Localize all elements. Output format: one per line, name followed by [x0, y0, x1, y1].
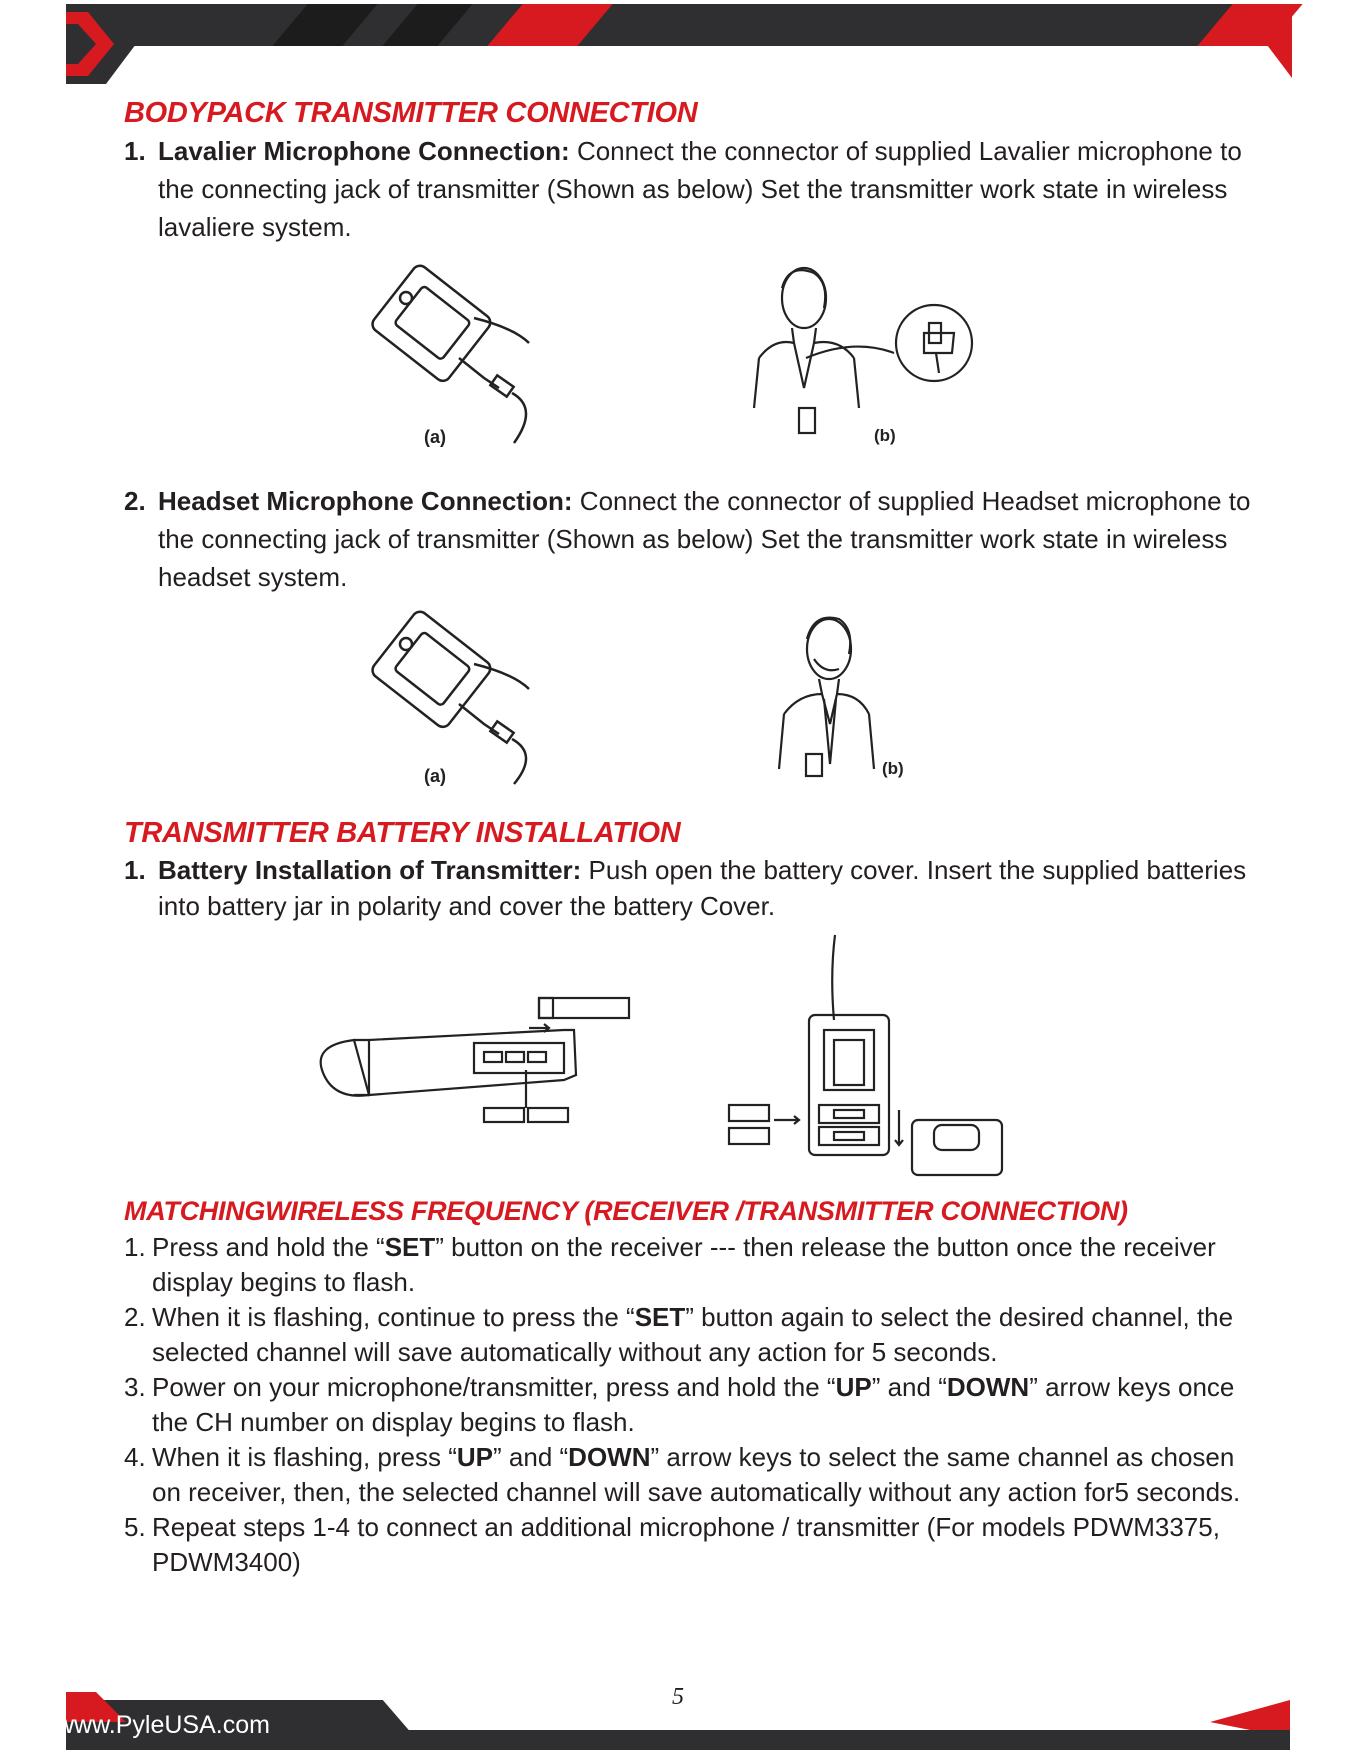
step-text: ” button again to select the desired channel, the selected channel will save automatically without any action for 5 seconds. [152, 1302, 1234, 1367]
battery-figure [124, 930, 1254, 1192]
figure-label-a: (a) [424, 427, 446, 447]
key-label: UP [835, 1372, 872, 1402]
list-item [124, 1440, 1254, 1510]
step-number: 2. [124, 1302, 146, 1332]
step-text: ” and “ [493, 1442, 569, 1472]
key-label: SET [634, 1302, 686, 1332]
figure-label-b: (b) [874, 426, 896, 445]
step-text: Press and hold the “ [152, 1232, 385, 1262]
headset-figure [124, 604, 1254, 804]
page-number: 5 [672, 1684, 684, 1710]
item-number: 1. [124, 855, 146, 885]
figure-label-a: (a) [424, 766, 446, 786]
key-label: SET [384, 1232, 436, 1262]
item-text: Connect the connector of supplied Lavalier microphone to the connecting jack of transmitter (Shown as below) Set the transmitter work state in wireless lavaliere system. [158, 136, 1242, 242]
bodypack-battery-illustration [724, 930, 1024, 1192]
step-number: 3. [124, 1372, 146, 1402]
lavalier-figure [124, 258, 1254, 470]
website-link[interactable]: www.PyleUSA.com [56, 1711, 270, 1739]
section-title-matching: MATCHINGWIRELESS FREQUENCY (RECEIVER /TRANSMITTER CONNECTION) [124, 1196, 1128, 1226]
bodypack-transmitter-illustration [364, 258, 584, 458]
item-heading: Lavalier Microphone Connection: [158, 136, 570, 166]
page-content [124, 94, 1254, 1580]
step-text: ” arrow keys once the CH number on display begins to flash. [152, 1372, 1235, 1437]
item-number: 1. [124, 136, 146, 166]
bodypack-transmitter-illustration [364, 604, 584, 794]
battery-instruction [124, 852, 1254, 924]
step-text: ” and “ [871, 1372, 947, 1402]
key-label: DOWN [946, 1372, 1030, 1402]
list-item [124, 1370, 1254, 1440]
key-label: DOWN [568, 1442, 651, 1472]
step-number: 4. [124, 1442, 146, 1472]
list-item [124, 1300, 1254, 1370]
matching-steps-list [124, 1230, 1254, 1580]
section-title-battery: TRANSMITTER BATTERY INSTALLATION [124, 817, 681, 849]
lavalier-person-illustration [744, 258, 1004, 458]
headset-instruction [124, 482, 1254, 596]
item-heading: Headset Microphone Connection: [158, 486, 573, 516]
header-corner-icon [1236, 4, 1292, 78]
item-heading: Battery Installation of Transmitter: [158, 855, 582, 885]
item-text: Push open the battery cover. Insert the supplied batteries into battery jar in polarity and cover the battery Cover. [158, 855, 1247, 921]
step-text: Power on your microphone/transmitter, press and hold the “ [152, 1372, 836, 1402]
headset-person-illustration [744, 604, 964, 794]
list-item [124, 1230, 1254, 1300]
section-title-bodypack: BODYPACK TRANSMITTER CONNECTION [124, 97, 698, 129]
footer-corner-icon [1150, 1700, 1290, 1750]
item-number: 2. [124, 486, 146, 516]
item-text: Connect the connector of supplied Headset microphone to the connecting jack of transmitter (Shown as below) Set the transmitter work state in wireless headset system. [158, 486, 1251, 592]
step-text: When it is flashing, continue to press the “ [152, 1302, 635, 1332]
step-text: Repeat steps 1-4 to connect an additional microphone / transmitter (For models PDWM3375, PDWM3400) [152, 1512, 1220, 1577]
figure-label-b: (b) [882, 759, 904, 778]
lavalier-instruction [124, 132, 1254, 246]
handheld-microphone-battery-illustration [314, 990, 674, 1130]
header-chevron-icon [66, 4, 176, 84]
step-text: ” arrow keys to select the same channel as chosen on receiver, then, the selected channel will save automatically without any action for5 seconds. [152, 1442, 1241, 1507]
list-item [124, 1510, 1254, 1580]
step-number: 5. [124, 1512, 146, 1542]
step-text: When it is flashing, press “ [152, 1442, 457, 1472]
key-label: UP [456, 1442, 494, 1472]
step-text: ” button on the receiver --- then release the button once the receiver display begins to flash. [152, 1232, 1216, 1297]
step-number: 1. [124, 1232, 146, 1262]
